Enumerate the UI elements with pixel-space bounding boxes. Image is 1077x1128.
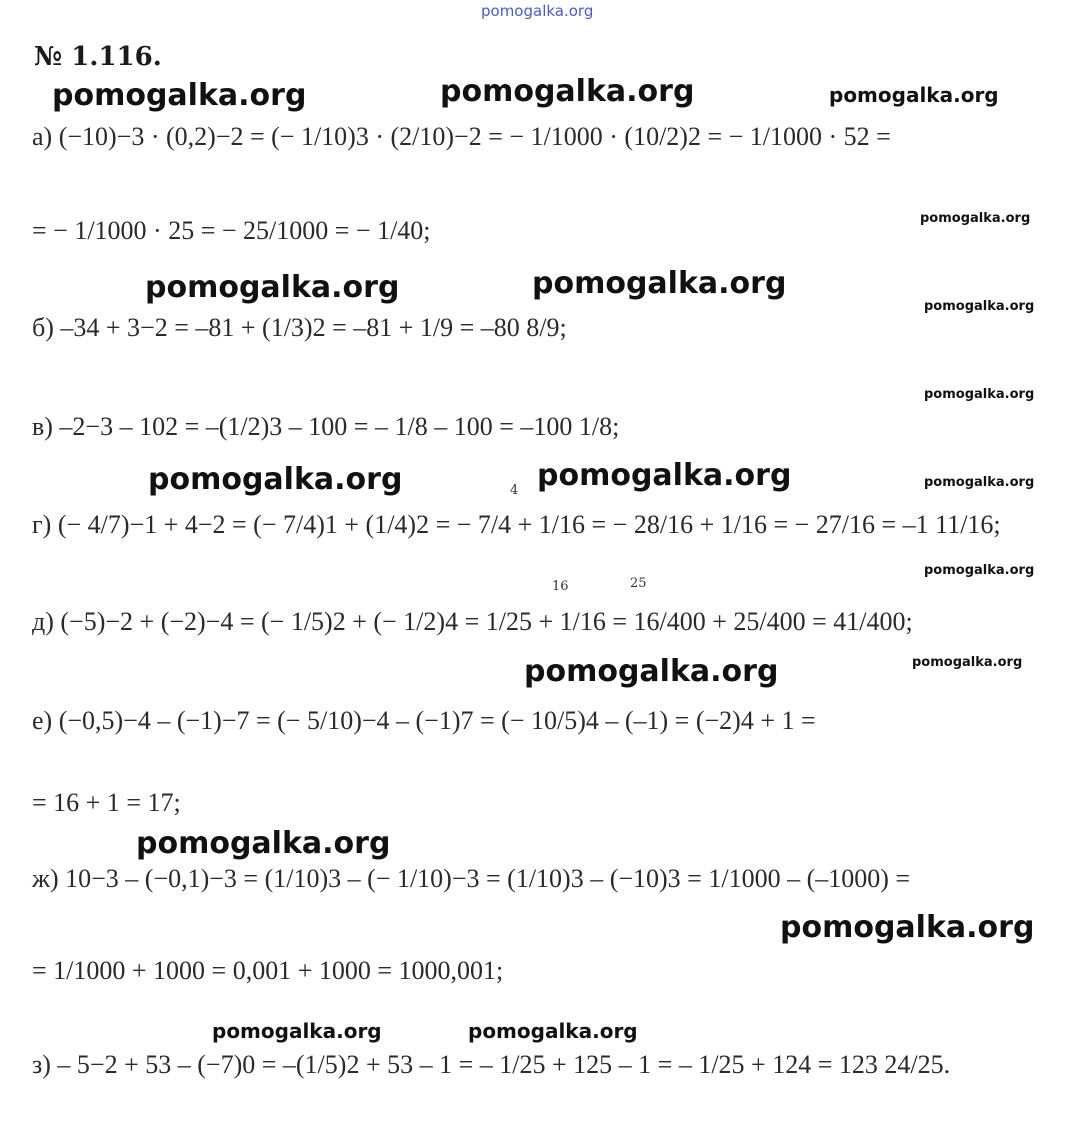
solution-g: г) (− 4/7)−1 + 4−2 = (− 7/4)1 + (1/4)2 = − 7/4 + 1/16 = − 28/16 + 1/16 = − 27/16 = –1 11/16; xyxy=(32,510,1001,539)
solution-a-line-2: = − 1/1000 · 25 = − 25/1000 = − 1/40; xyxy=(32,216,431,245)
extra-factor-mark: 4 xyxy=(510,483,519,498)
watermark: pomogalka.org xyxy=(829,83,999,107)
solution-z: з) – 5−2 + 53 – (−7)0 = –(1/5)2 + 53 – 1 = – 1/25 + 125 – 1 = – 1/25 + 124 = 123 24/25. xyxy=(32,1050,951,1079)
watermark: pomogalka.org xyxy=(537,458,792,493)
watermark: pomogalka.org xyxy=(440,74,695,109)
watermark: pomogalka.org xyxy=(524,654,779,689)
watermark: pomogalka.org xyxy=(924,563,1035,578)
watermark-top: pomogalka.org xyxy=(481,2,594,20)
solution-a-line-1: а) (−10)−3 · (0,2)−2 = (− 1/10)3 · (2/10)−2 = − 1/1000 · (10/2)2 = − 1/1000 · 52 = xyxy=(32,122,891,151)
extra-factor-mark: 16 xyxy=(552,579,569,594)
watermark: pomogalka.org xyxy=(924,299,1035,314)
watermark: pomogalka.org xyxy=(136,826,391,861)
watermark: pomogalka.org xyxy=(52,78,307,113)
watermark: pomogalka.org xyxy=(148,462,403,497)
solution-e-line-1: е) (−0,5)−4 – (−1)−7 = (− 5/10)−4 – (−1)7 = (− 10/5)4 – (–1) = (−2)4 + 1 = xyxy=(32,706,816,735)
extra-factor-mark: 25 xyxy=(630,576,647,591)
watermark: pomogalka.org xyxy=(912,655,1023,670)
watermark: pomogalka.org xyxy=(920,211,1031,226)
solution-zh-line-2: = 1/1000 + 1000 = 0,001 + 1000 = 1000,001; xyxy=(32,956,504,985)
solution-v: в) –2−3 – 102 = –(1/2)3 – 100 = – 1/8 – 100 = –100 1/8; xyxy=(32,412,620,441)
watermark: pomogalka.org xyxy=(212,1019,382,1043)
watermark: pomogalka.org xyxy=(468,1019,638,1043)
solution-zh-line-1: ж) 10−3 – (−0,1)−3 = (1/10)3 – (− 1/10)−3 = (1/10)3 – (−10)3 = 1/1000 – (–1000) = xyxy=(32,864,911,893)
watermark: pomogalka.org xyxy=(924,475,1035,490)
solution-d: д) (−5)−2 + (−2)−4 = (− 1/5)2 + (− 1/2)4 = 1/25 + 1/16 = 16/400 + 25/400 = 41/400; xyxy=(32,607,913,636)
problem-number: № 1.116. xyxy=(34,42,162,72)
watermark: pomogalka.org xyxy=(532,266,787,301)
solution-e-line-2: = 16 + 1 = 17; xyxy=(32,788,181,817)
watermark: pomogalka.org xyxy=(145,270,400,305)
watermark: pomogalka.org xyxy=(924,387,1035,402)
watermark: pomogalka.org xyxy=(780,910,1035,945)
solution-b: б) –34 + 3−2 = –81 + (1/3)2 = –81 + 1/9 = –80 8/9; xyxy=(32,313,567,342)
